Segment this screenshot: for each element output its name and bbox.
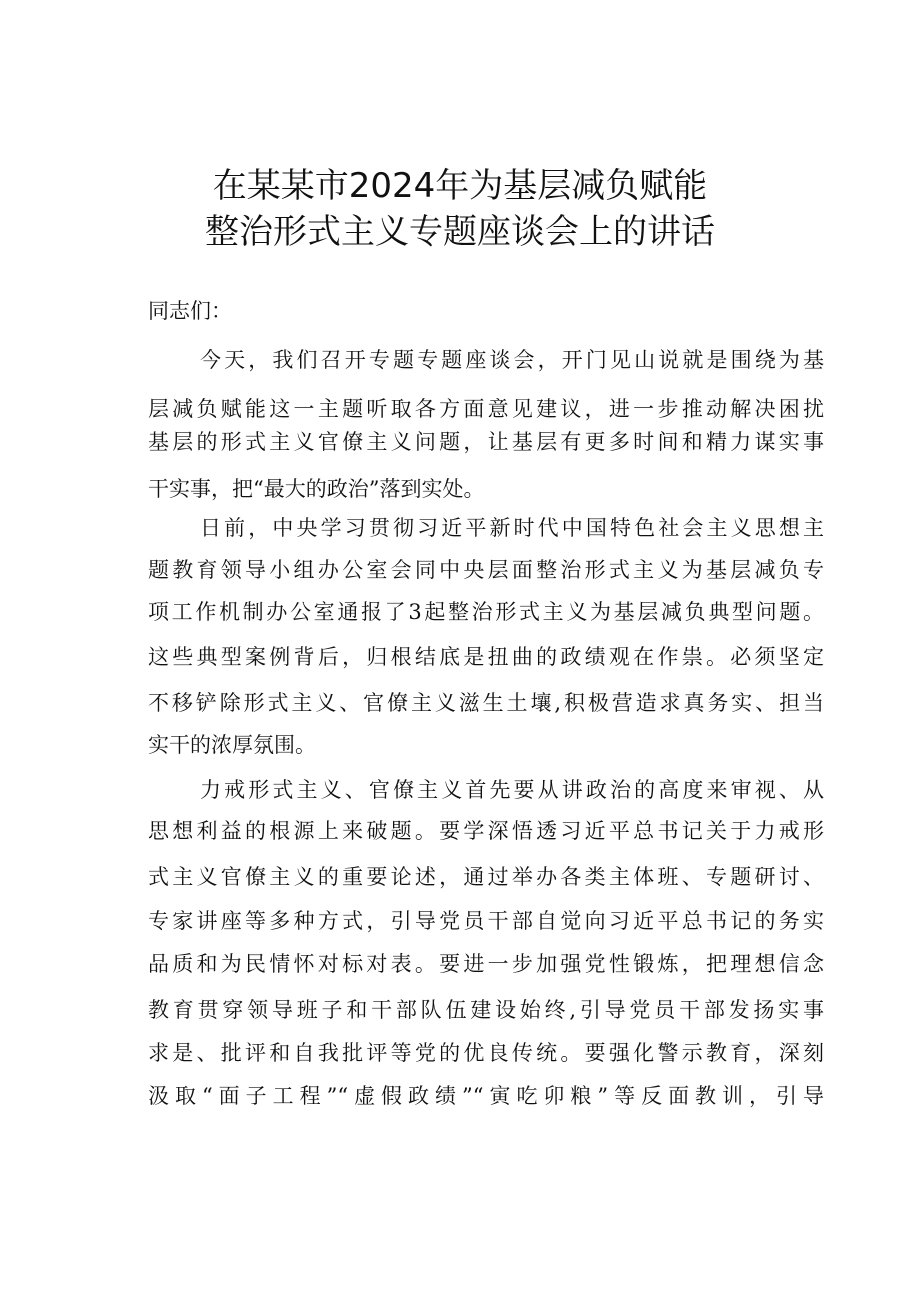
paragraph-3-line-6: 教育贯穿领导班子和干部队伍建设始终,引导党员干部发扬实事 [148,998,824,1022]
paragraph-3-line-7: 求是、批评和自我批评等党的优良传统。要强化警示教育，深刻 [148,1041,824,1065]
salutation: 同志们： [148,299,232,323]
paragraph-1-line-2: 层减负赋能这一主题听取各方面意见建议，进一步推动解决困扰 [148,397,824,421]
paragraph-3-line-4: 专家讲座等多种方式，引导党员干部自觉向习近平总书记的务实 [148,909,824,933]
paragraph-3-line-8: 汲取“面子工程”“虚假政绩”“寅吃卯粮”等反面教训，引导 [148,1084,824,1108]
paragraph-3-line-3: 式主义官僚主义的重要论述，通过举办各类主体班、专题研讨、 [148,865,824,889]
paragraph-1-line-4: 干实事，把“最大的政治”落到实处。 [148,477,485,501]
paragraph-1-line-1: 今天，我们召开专题专题座谈会，开门见山说就是围绕为基 [200,348,824,372]
paragraph-2-line-5: 不移铲除形式主义、官僚主义滋生土壤,积极营造求真务实、担当 [148,691,824,715]
document-title-line-2: 整治形式主义专题座谈会上的讲话 [205,212,715,252]
paragraph-2-line-3: 项工作机制办公室通报了3起整治形式主义为基层减负典型问题。 [148,600,824,624]
paragraph-3-line-5: 品质和为民情怀对标对表。要进一步加强党性锻炼，把理想信念 [148,952,824,976]
paragraph-3-line-1: 力戒形式主义、官僚主义首先要从讲政治的高度来审视、从 [200,778,824,802]
paragraph-3-line-2: 思想利益的根源上来破题。要学深悟透习近平总书记关于力戒形 [148,819,824,843]
paragraph-2-line-1: 日前，中央学习贯彻习近平新时代中国特色社会主义思想主 [200,516,824,540]
document-title-line-1: 在某某市2024年为基层减负赋能 [212,166,708,206]
paragraph-2-line-6: 实干的浓厚氛围。 [148,733,316,757]
paragraph-2-line-4: 这些典型案例背后，归根结底是扭曲的政绩观在作祟。必须坚定 [148,645,824,669]
paragraph-1-line-3: 基层的形式主义官僚主义问题，让基层有更多时间和精力谋实事 [148,430,824,454]
paragraph-2-line-2: 题教育领导小组办公室会同中央层面整治形式主义为基层减负专 [148,558,824,582]
